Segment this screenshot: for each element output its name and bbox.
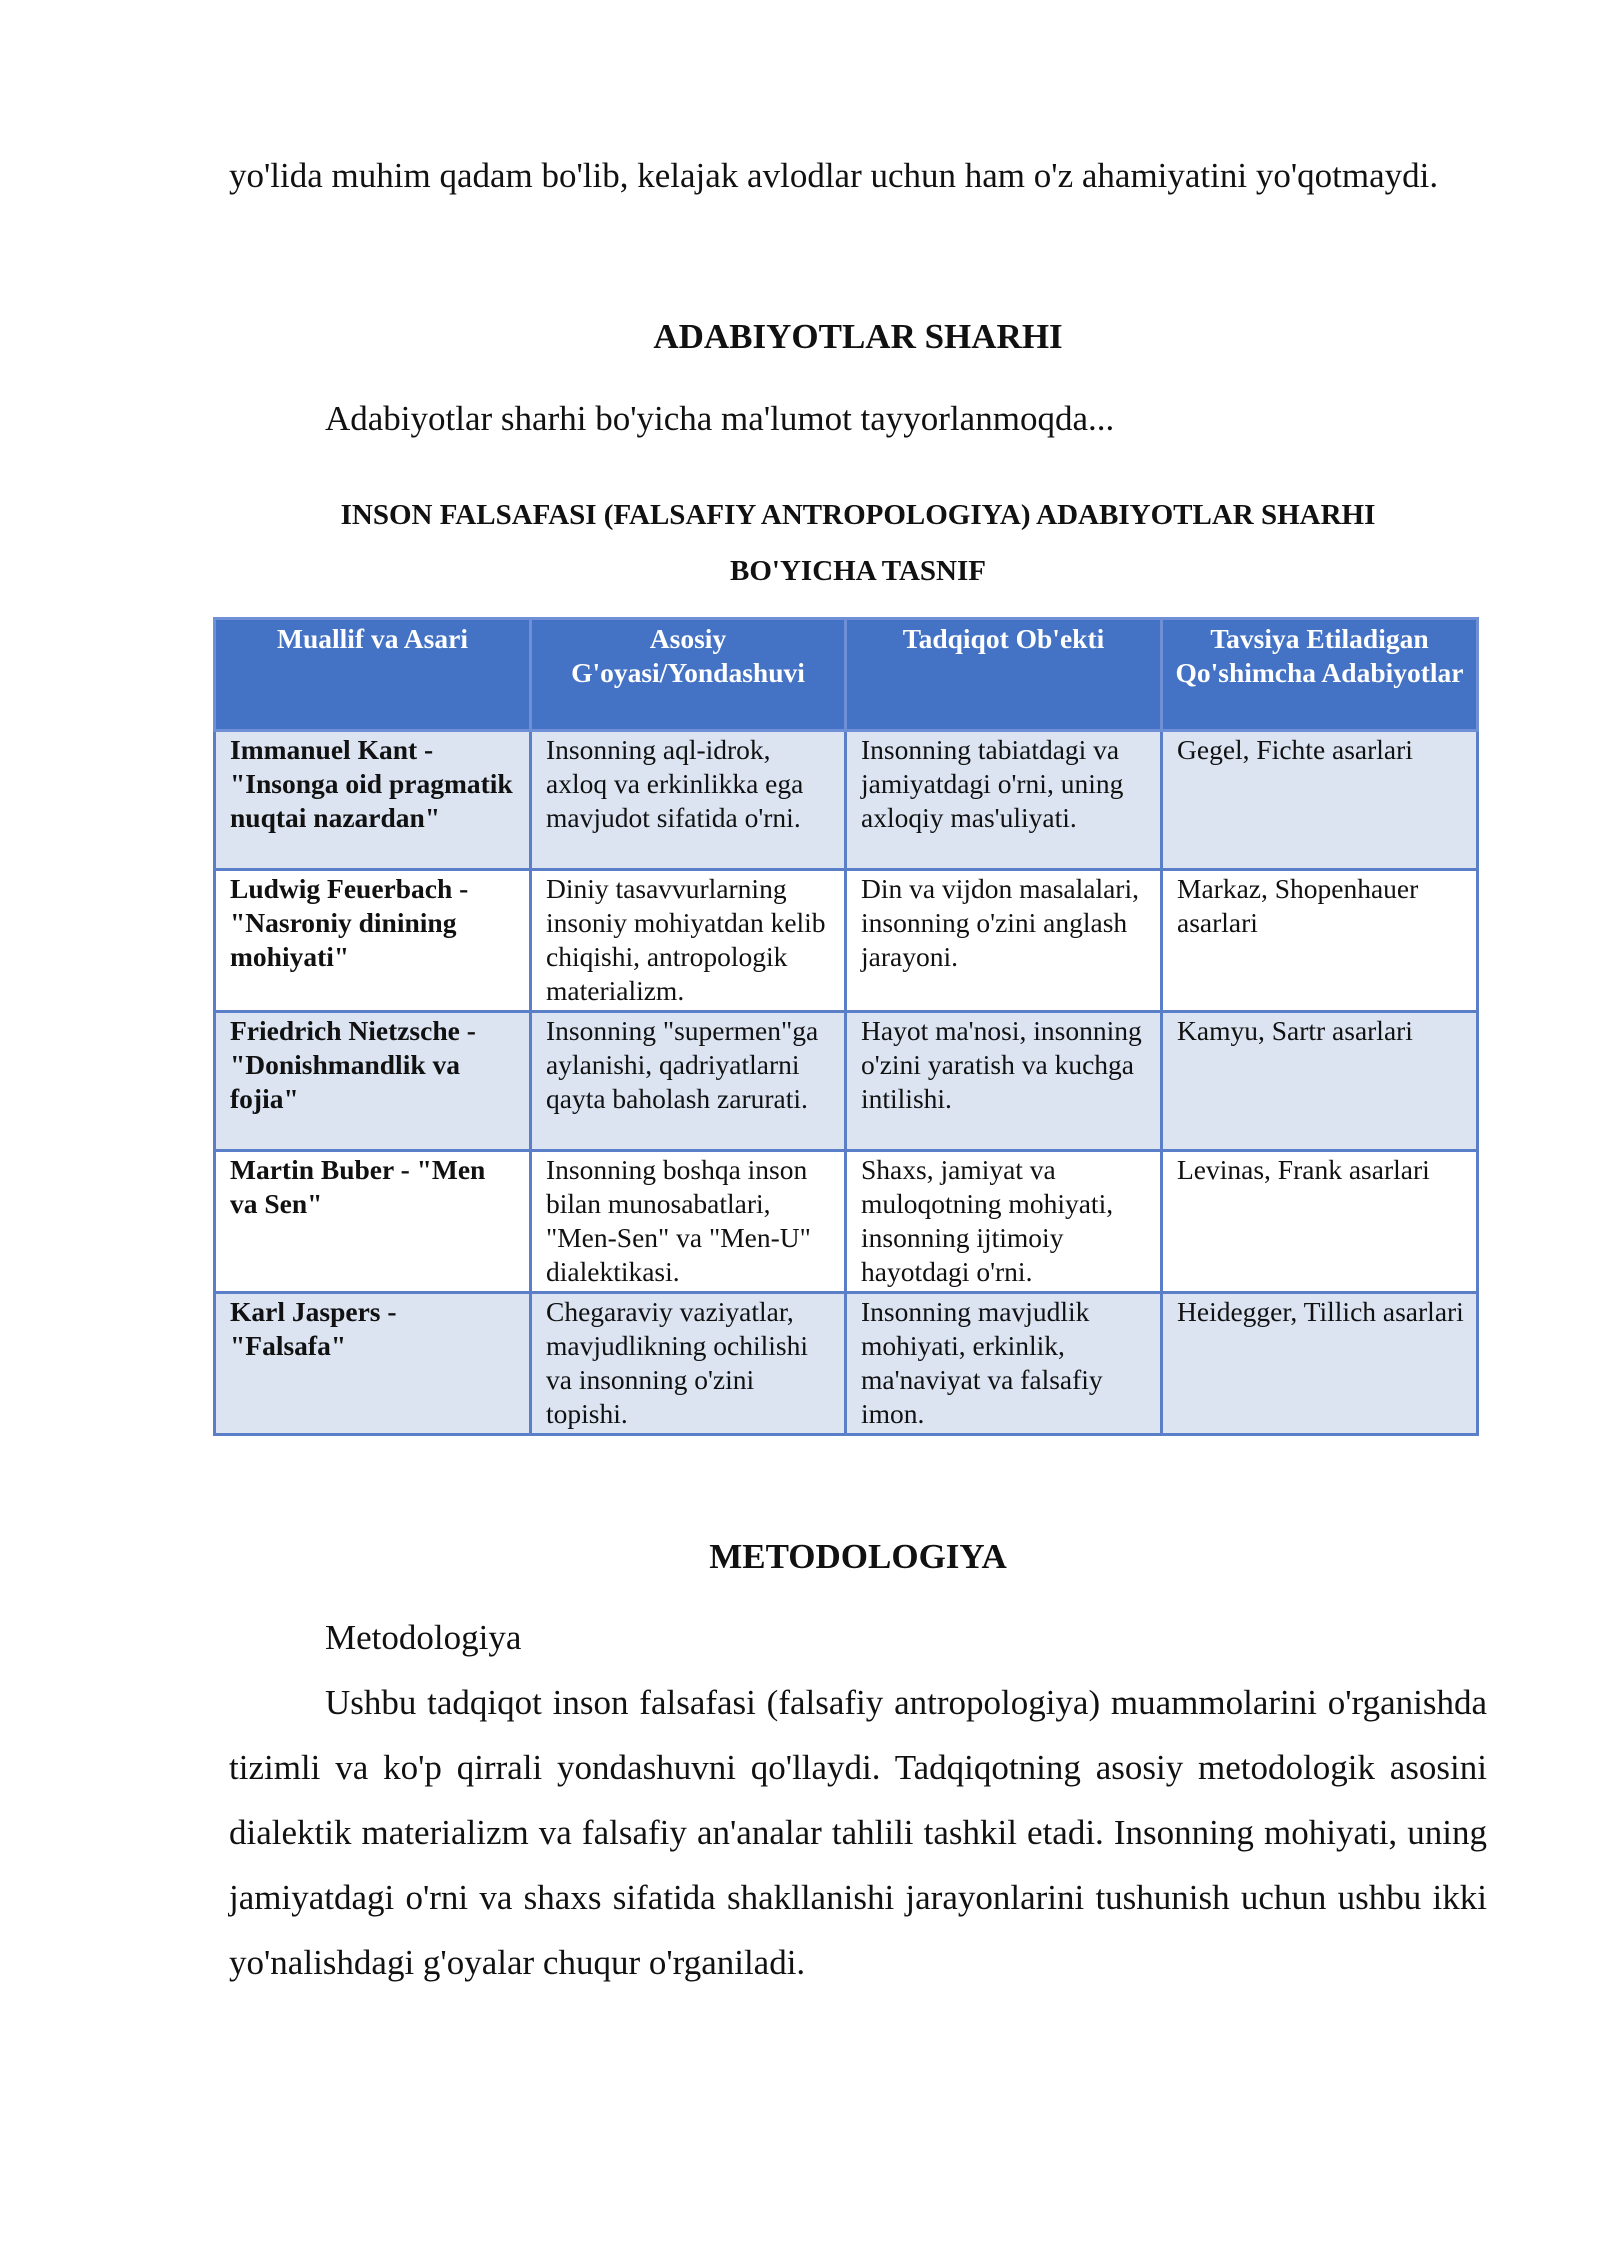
cell-idea: Insonning "supermen"ga aylanishi, qadriyatlarni qayta baholash zarurati. xyxy=(531,1012,846,1151)
column-header-main-idea: Asosiy G'oyasi/Yondashuvi xyxy=(531,619,846,731)
table-row xyxy=(215,731,1478,870)
cell-further: Gegel, Fichte asarlari xyxy=(1162,731,1478,870)
cell-author: Friedrich Nietzsche - "Donishmandlik va fojia" xyxy=(215,1012,531,1151)
cell-idea: Insonning aql-idrok, axloq va erkinlikka ega mavjudot sifatida o'rni. xyxy=(531,731,846,870)
cell-object: Din va vijdon masalalari, insonning o'zini anglash jarayoni. xyxy=(846,870,1162,1012)
cell-idea: Diniy tasavvurlarning insoniy mohiyatdan kelib chiqishi, antropologik materializm. xyxy=(531,870,846,1012)
table-row xyxy=(215,870,1478,1012)
cell-author: Ludwig Feuerbach - "Nasroniy dinining mohiyati" xyxy=(215,870,531,1012)
cell-idea: Chegaraviy vaziyatlar, mavjudlikning ochilishi va insonning o'zini topishi. xyxy=(531,1293,846,1435)
table-row xyxy=(215,1293,1478,1435)
column-header-research-object: Tadqiqot Ob'ekti xyxy=(846,619,1162,731)
table-header-row xyxy=(215,619,1478,731)
table-caption-line-2: BO'YICHA TASNIF xyxy=(730,555,986,587)
methodology-subheading: Metodologiya xyxy=(325,1618,522,1657)
column-header-further-reading: Tavsiya Etiladigan Qo'shimcha Adabiyotlar xyxy=(1162,619,1478,731)
cell-object: Insonning mavjudlik mohiyati, erkinlik, ma'naviyat va falsafiy imon. xyxy=(846,1293,1162,1435)
cell-author: Martin Buber - "Men va Sen" xyxy=(215,1151,531,1293)
literature-review-paragraph: Adabiyotlar sharhi bo'yicha ma'lumot tayyorlanmoqda... xyxy=(325,399,1115,438)
methodology-heading: METODOLOGIYA xyxy=(709,1537,1007,1576)
cell-idea: Insonning boshqa inson bilan munosabatlari, "Men-Sen" va "Men-U" dialektikasi. xyxy=(531,1151,846,1293)
cell-further: Kamyu, Sartr asarlari xyxy=(1162,1012,1478,1151)
cell-further: Levinas, Frank asarlari xyxy=(1162,1151,1478,1293)
cell-further: Markaz, Shopenhauer asarlari xyxy=(1162,870,1478,1012)
literature-review-heading: ADABIYOTLAR SHARHI xyxy=(653,317,1063,356)
cell-author: Immanuel Kant - "Insonga oid pragmatik nuqtai nazardan" xyxy=(215,731,531,870)
cell-further: Heidegger, Tillich asarlari xyxy=(1162,1293,1478,1435)
cell-object: Hayot ma'nosi, insonning o'zini yaratish va kuchga intilishi. xyxy=(846,1012,1162,1151)
methodology-paragraph: Ushbu tadqiqot inson falsafasi (falsafiy antropologiya) muammolarini o'rganishda tizimli va ko'p qirrali yondashuvni qo'llaydi. Tadqiqotning asosiy metodologik asosini dialektik materializm va falsafiy an'analar tahlili tashkil etadi. Insonning mohiyati, uning jamiyatdagi o'rni va shaxs sifatida shakllanishi jarayonlarini tushunish uchun ushbu ikki yo'nalishdagi g'oyalar chuqur o'rganiladi. xyxy=(229,1683,1487,1982)
intro-paragraph: yo'lida muhim qadam bo'lib, kelajak avlodlar uchun ham o'z ahamiyatini yo'qotmaydi. xyxy=(229,156,1439,195)
cell-object: Shaxs, jamiyat va muloqotning mohiyati, insonning ijtimoiy hayotdagi o'rni. xyxy=(846,1151,1162,1293)
cell-object: Insonning tabiatdagi va jamiyatdagi o'rni, uning axloqiy mas'uliyati. xyxy=(846,731,1162,870)
table-row xyxy=(215,1151,1478,1293)
column-header-author: Muallif va Asari xyxy=(215,619,531,731)
table-row xyxy=(215,1012,1478,1151)
literature-table xyxy=(213,617,1479,1436)
table-caption-line-1: INSON FALSAFASI (FALSAFIY ANTROPOLOGIYA) ADABIYOTLAR SHARHI xyxy=(340,499,1376,531)
cell-author: Karl Jaspers - "Falsafa" xyxy=(215,1293,531,1435)
